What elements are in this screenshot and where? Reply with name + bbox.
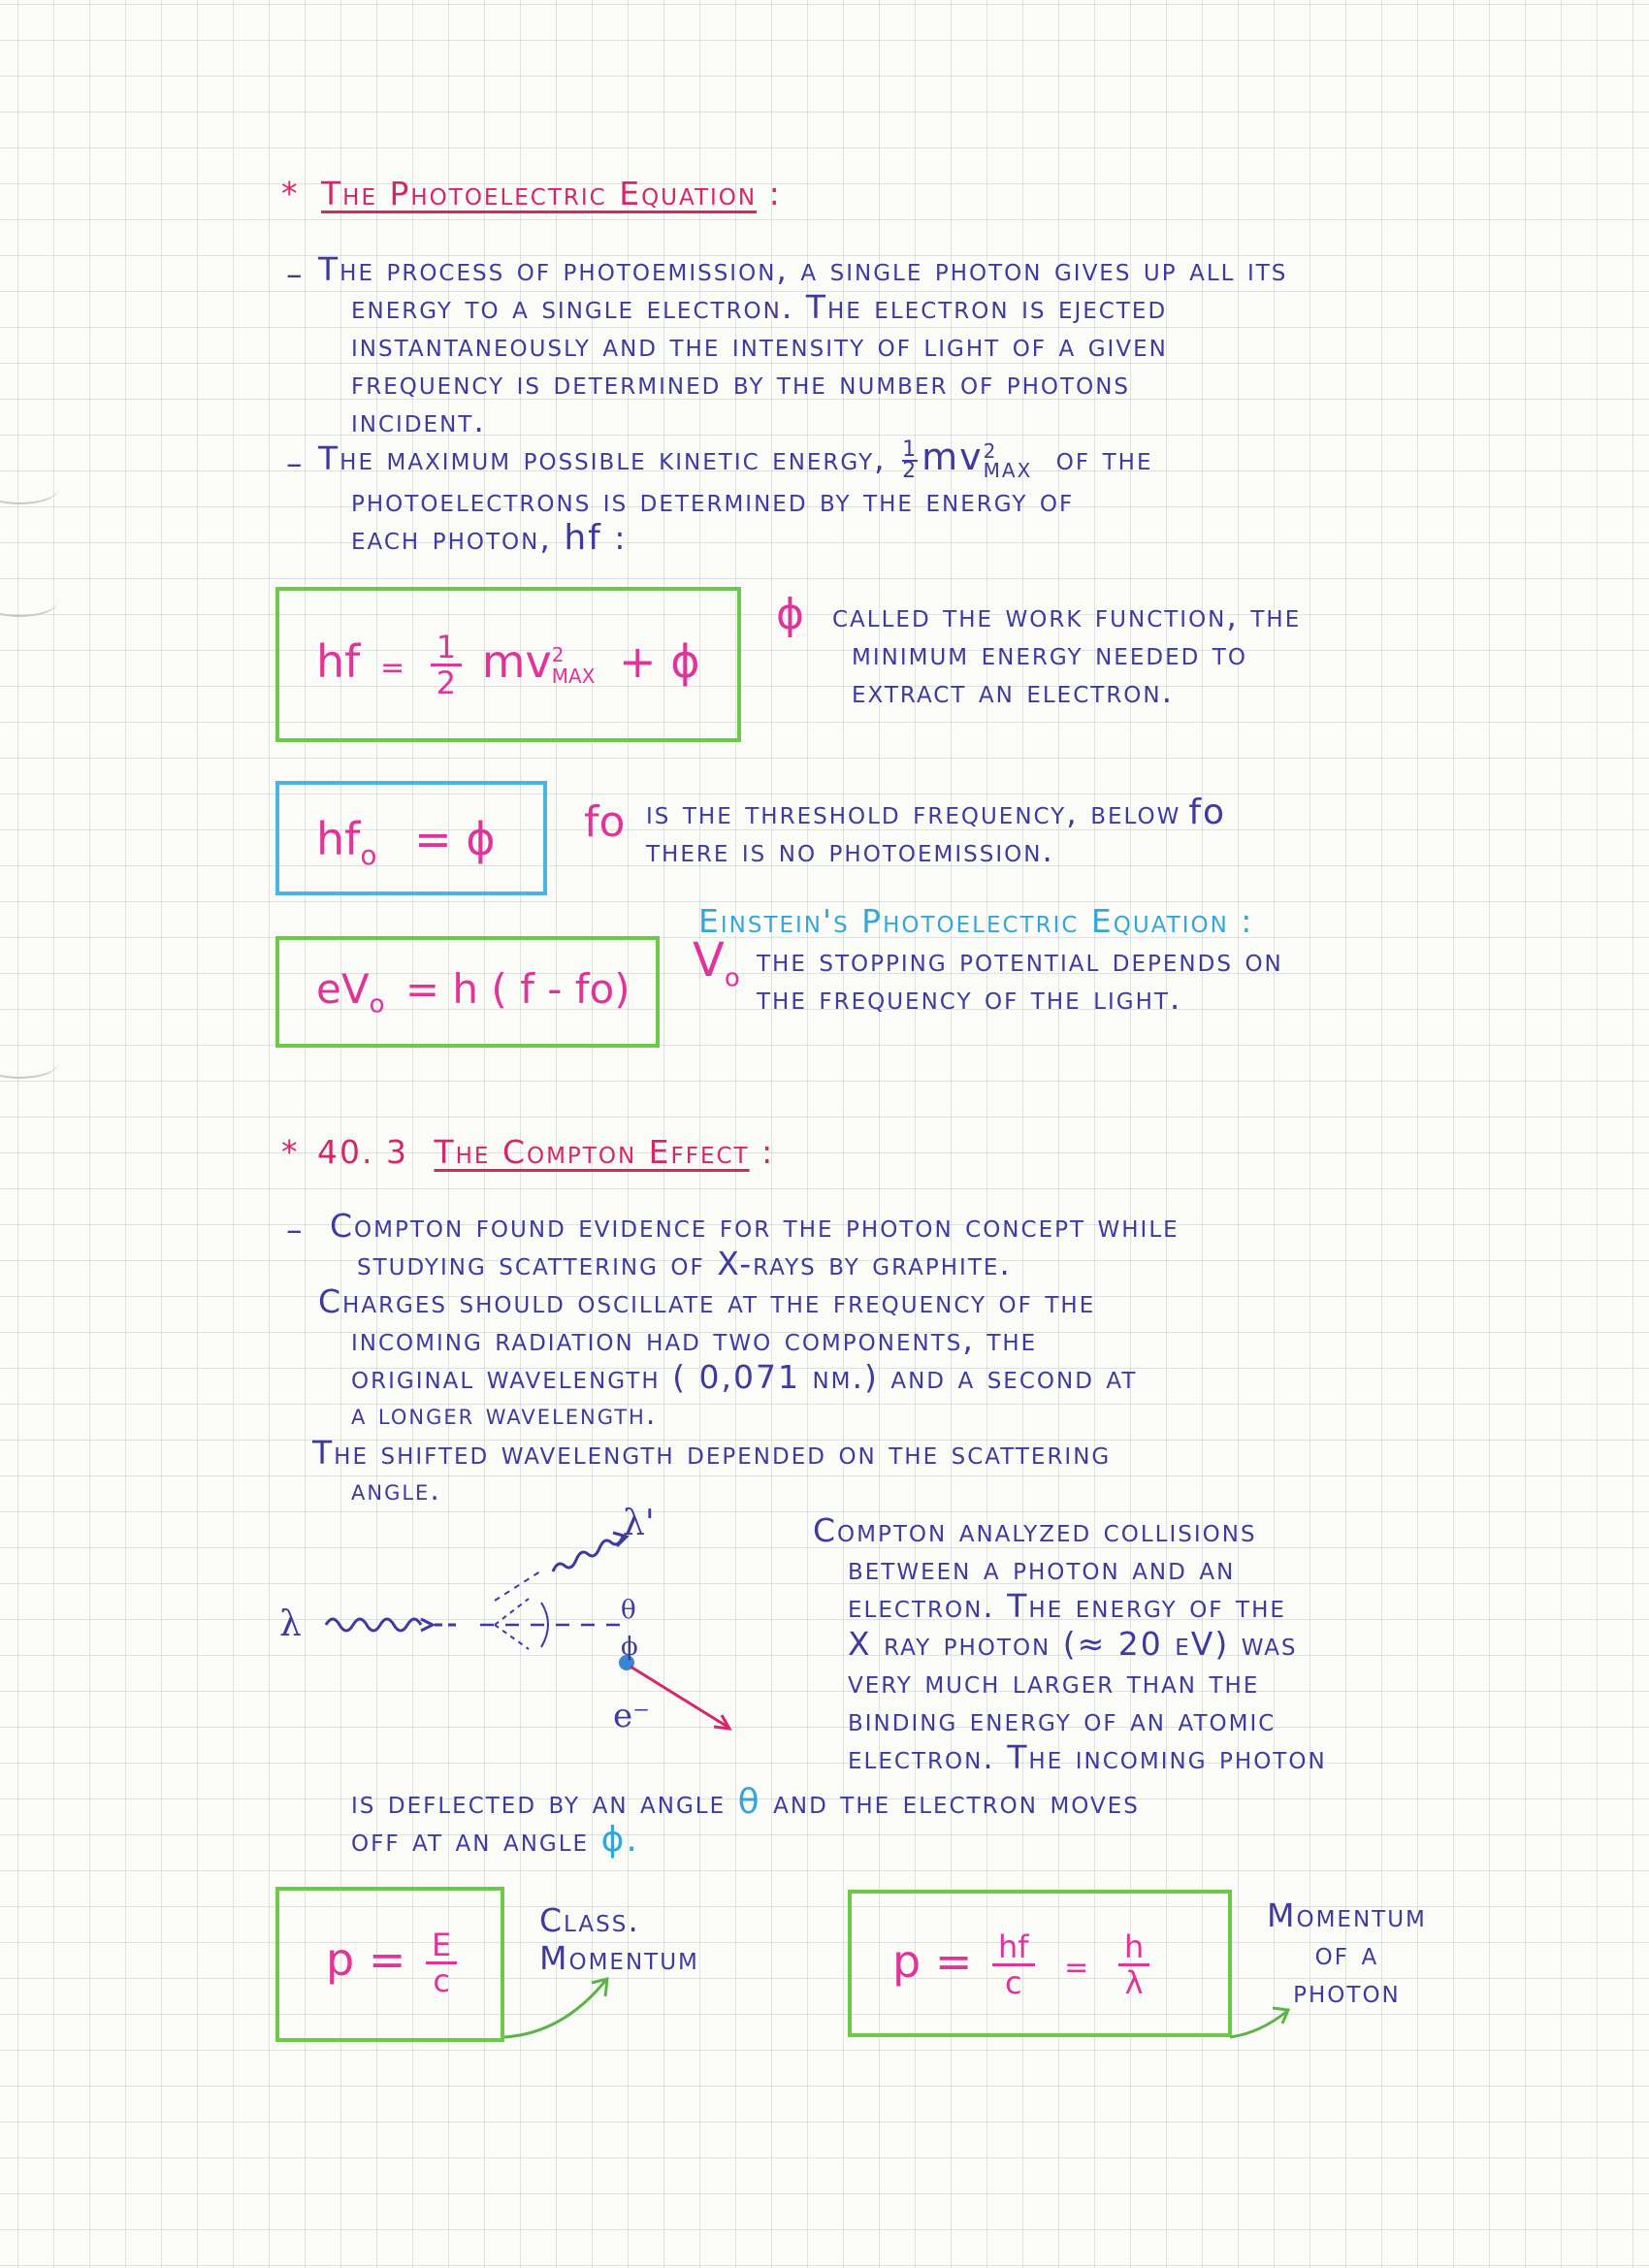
- bullet-dash: –: [286, 255, 305, 293]
- classical-momentum-arrow: [495, 1969, 621, 2047]
- threshold-note: [646, 794, 1226, 869]
- eq-lhs: eV: [316, 965, 370, 1013]
- bullet-dash: –: [286, 444, 305, 482]
- eq-sup: 2: [551, 642, 565, 666]
- scattered-photon-wave: [553, 1537, 623, 1571]
- eq-supsub: [552, 644, 596, 687]
- text-line: Class.: [539, 1901, 640, 1939]
- ke-sub: MAX: [983, 458, 1033, 482]
- eq-sub: o: [360, 839, 377, 872]
- text-line: very much larger than the: [848, 1663, 1260, 1701]
- ke-mv: mv: [922, 436, 984, 478]
- incoming-arrowhead: [421, 1619, 433, 1631]
- eq-lhs: p =: [326, 1933, 406, 1986]
- theta-symbol: θ: [737, 1782, 761, 1822]
- text-line: frequency is determined by the number of photons: [351, 364, 1130, 402]
- text-line: a longer wavelength.: [351, 1398, 658, 1432]
- frac-bot: c: [433, 1962, 450, 1999]
- ke-supsub: [983, 438, 1033, 482]
- text-line: photon: [1293, 1972, 1401, 2010]
- eq-lhs: hf: [316, 813, 361, 865]
- eq-rhs: = ϕ: [414, 813, 496, 865]
- phi-symbol: ϕ: [776, 590, 805, 639]
- text-line: [351, 1783, 1140, 1821]
- eq-mv: mv: [481, 635, 552, 688]
- text-span: The maximum possible kinetic energy,: [318, 439, 887, 477]
- v0-symbol: [693, 933, 740, 993]
- heading-number: 40. 3: [317, 1133, 408, 1171]
- eq-fraction: [431, 631, 462, 699]
- text-line: [351, 519, 1153, 557]
- heading-text: The Compton Effect: [434, 1133, 750, 1171]
- equation-photon-momentum: [892, 1930, 1155, 1999]
- text-line: original wavelength ( 0,071 nm.) and a second at: [351, 1358, 1138, 1396]
- eq-lhs: hf: [316, 635, 361, 688]
- text-span: :: [614, 518, 628, 557]
- eq-sign: =: [1064, 1951, 1089, 1985]
- angle-line: [495, 1625, 529, 1649]
- section2-heading: [281, 1133, 774, 1171]
- f0-inline: fo: [1188, 793, 1227, 832]
- stopping-potential-note: [757, 941, 1283, 1017]
- eq-fraction: [1118, 1930, 1149, 1999]
- text-line: between a photon and an: [848, 1549, 1236, 1587]
- text-line: incident.: [351, 402, 486, 439]
- frac-bot: c: [1004, 1964, 1022, 2001]
- einstein-equation-title: Einstein's Photoelectric Equation :: [698, 902, 1254, 940]
- eq-lhs: p =: [892, 1935, 973, 1988]
- v-sub: o: [724, 963, 740, 993]
- lambda-out-label: λ': [623, 1504, 655, 1543]
- text-line: [646, 794, 1226, 831]
- eq-sub: MAX: [551, 664, 596, 688]
- compton-tail-text: [351, 1783, 1140, 1859]
- text-line: Charges should oscillate at the frequency of the: [318, 1282, 1096, 1320]
- text-line: photoelectrons is determined by the energy of: [351, 480, 1075, 519]
- bullet-dash: –: [286, 1211, 305, 1248]
- phi-label: ϕ: [621, 1633, 638, 1662]
- ke-sup: 2: [983, 438, 998, 463]
- heading-star: *: [281, 1133, 300, 1171]
- frac-top: 1: [902, 437, 919, 462]
- text-line: energy to a single electron. The electron is ejected: [351, 288, 1168, 326]
- text-line: angle.: [351, 1474, 441, 1507]
- heading-colon: :: [768, 175, 782, 212]
- compton-paragraph2: [318, 1282, 1137, 1434]
- text-line: of a: [1314, 1934, 1379, 1972]
- text-line: Compton found evidence for the photon concept while: [330, 1207, 1180, 1245]
- text-span: is the threshold frequency, below: [646, 794, 1181, 831]
- section1-heading: [281, 175, 782, 212]
- equation-einstein: [316, 965, 630, 1019]
- theta-label: θ: [621, 1596, 636, 1625]
- text-line: electron. The energy of the: [848, 1587, 1286, 1625]
- section1-bullet1: [318, 250, 1287, 439]
- section1-bullet2: [318, 438, 1153, 557]
- text-line: The process of photoemission, a single photon gives up all its: [318, 250, 1288, 288]
- text-line: there is no photoemission.: [646, 831, 1054, 869]
- heading-text: The Photoelectric Equation: [321, 175, 758, 212]
- text-line: instantaneously and the intensity of light of a given: [351, 326, 1168, 364]
- eq-sign: =: [379, 651, 405, 685]
- binder-hole-mark: [0, 473, 58, 504]
- arrow-curve: [1230, 2012, 1286, 2037]
- heading-colon: :: [761, 1133, 775, 1171]
- text-span: off at an angle: [351, 1821, 590, 1859]
- text-line: Momentum: [539, 1939, 699, 1977]
- text-span: and the electron moves: [773, 1783, 1140, 1821]
- phi-symbol: ϕ.: [600, 1820, 639, 1860]
- text-span: is deflected by an angle: [351, 1783, 727, 1821]
- text-line: [318, 438, 1153, 481]
- text-line: Momentum: [1267, 1896, 1427, 1934]
- angle-line: [495, 1599, 529, 1625]
- photon-momentum-arrow: [1224, 1989, 1302, 2047]
- text-line: extract an electron.: [852, 672, 1175, 710]
- frac-bot: 2: [436, 664, 457, 701]
- compton-bullet1: [330, 1207, 1180, 1282]
- ke-fraction: [902, 437, 919, 483]
- hf-symbol: hf: [564, 517, 602, 558]
- text-line: electron. The incoming photon: [848, 1738, 1327, 1776]
- text-line: Compton analyzed collisions: [813, 1511, 1257, 1549]
- equation-work-function: [316, 631, 700, 699]
- frac-bot: 2: [902, 458, 919, 483]
- lambda-in-label: λ: [279, 1604, 302, 1644]
- text-line: minimum energy needed to: [852, 634, 1247, 672]
- scatter-direction-line: [495, 1570, 543, 1601]
- equation-classical-momentum: [326, 1928, 463, 1997]
- incoming-photon-wave: [326, 1619, 421, 1631]
- eq-sub: o: [369, 989, 385, 1020]
- text-line: incoming radiation had two components, the: [351, 1320, 1038, 1358]
- text-line: The shifted wavelength depended on the scattering: [312, 1434, 1112, 1472]
- equation-threshold: [316, 813, 496, 871]
- v-letter: V: [693, 933, 725, 988]
- frac-top: E: [426, 1928, 457, 1964]
- text-line: the frequency of the light.: [757, 979, 1182, 1017]
- compton-scattering-diagram: [262, 1494, 805, 1756]
- text-span: of the: [1055, 439, 1153, 477]
- text-line: called the work function, the: [832, 597, 1302, 634]
- f0-symbol: fo: [584, 797, 626, 847]
- arrow-curve: [504, 1981, 605, 2037]
- text-line: [351, 1821, 1140, 1859]
- frac-top: hf: [992, 1930, 1035, 1966]
- eq-rhs: = h ( f - fo): [404, 965, 630, 1013]
- compton-analysis-text: [813, 1511, 1327, 1776]
- electron-label: e⁻: [613, 1697, 651, 1735]
- binder-hole-mark: [0, 586, 58, 617]
- heading-star: *: [281, 175, 300, 212]
- text-line: X ray photon (≈ 20 eV) was: [848, 1625, 1298, 1663]
- classical-momentum-note: [539, 1901, 699, 1977]
- text-line: the stopping potential depends on: [757, 941, 1283, 979]
- eq-plus-phi: + ϕ: [619, 635, 700, 688]
- frac-top: 1: [431, 631, 462, 666]
- text-line: binding energy of an atomic: [848, 1701, 1277, 1738]
- text-span: each photon,: [351, 518, 552, 557]
- work-function-note: [832, 597, 1301, 710]
- frac-bot: λ: [1124, 1964, 1144, 2001]
- eq-fraction: [992, 1930, 1035, 1999]
- frac-top: h: [1118, 1930, 1149, 1966]
- eq-fraction: [426, 1928, 457, 1997]
- text-line: studying scattering of X-rays by graphite.: [357, 1245, 1012, 1282]
- binder-hole-mark: [0, 1048, 58, 1079]
